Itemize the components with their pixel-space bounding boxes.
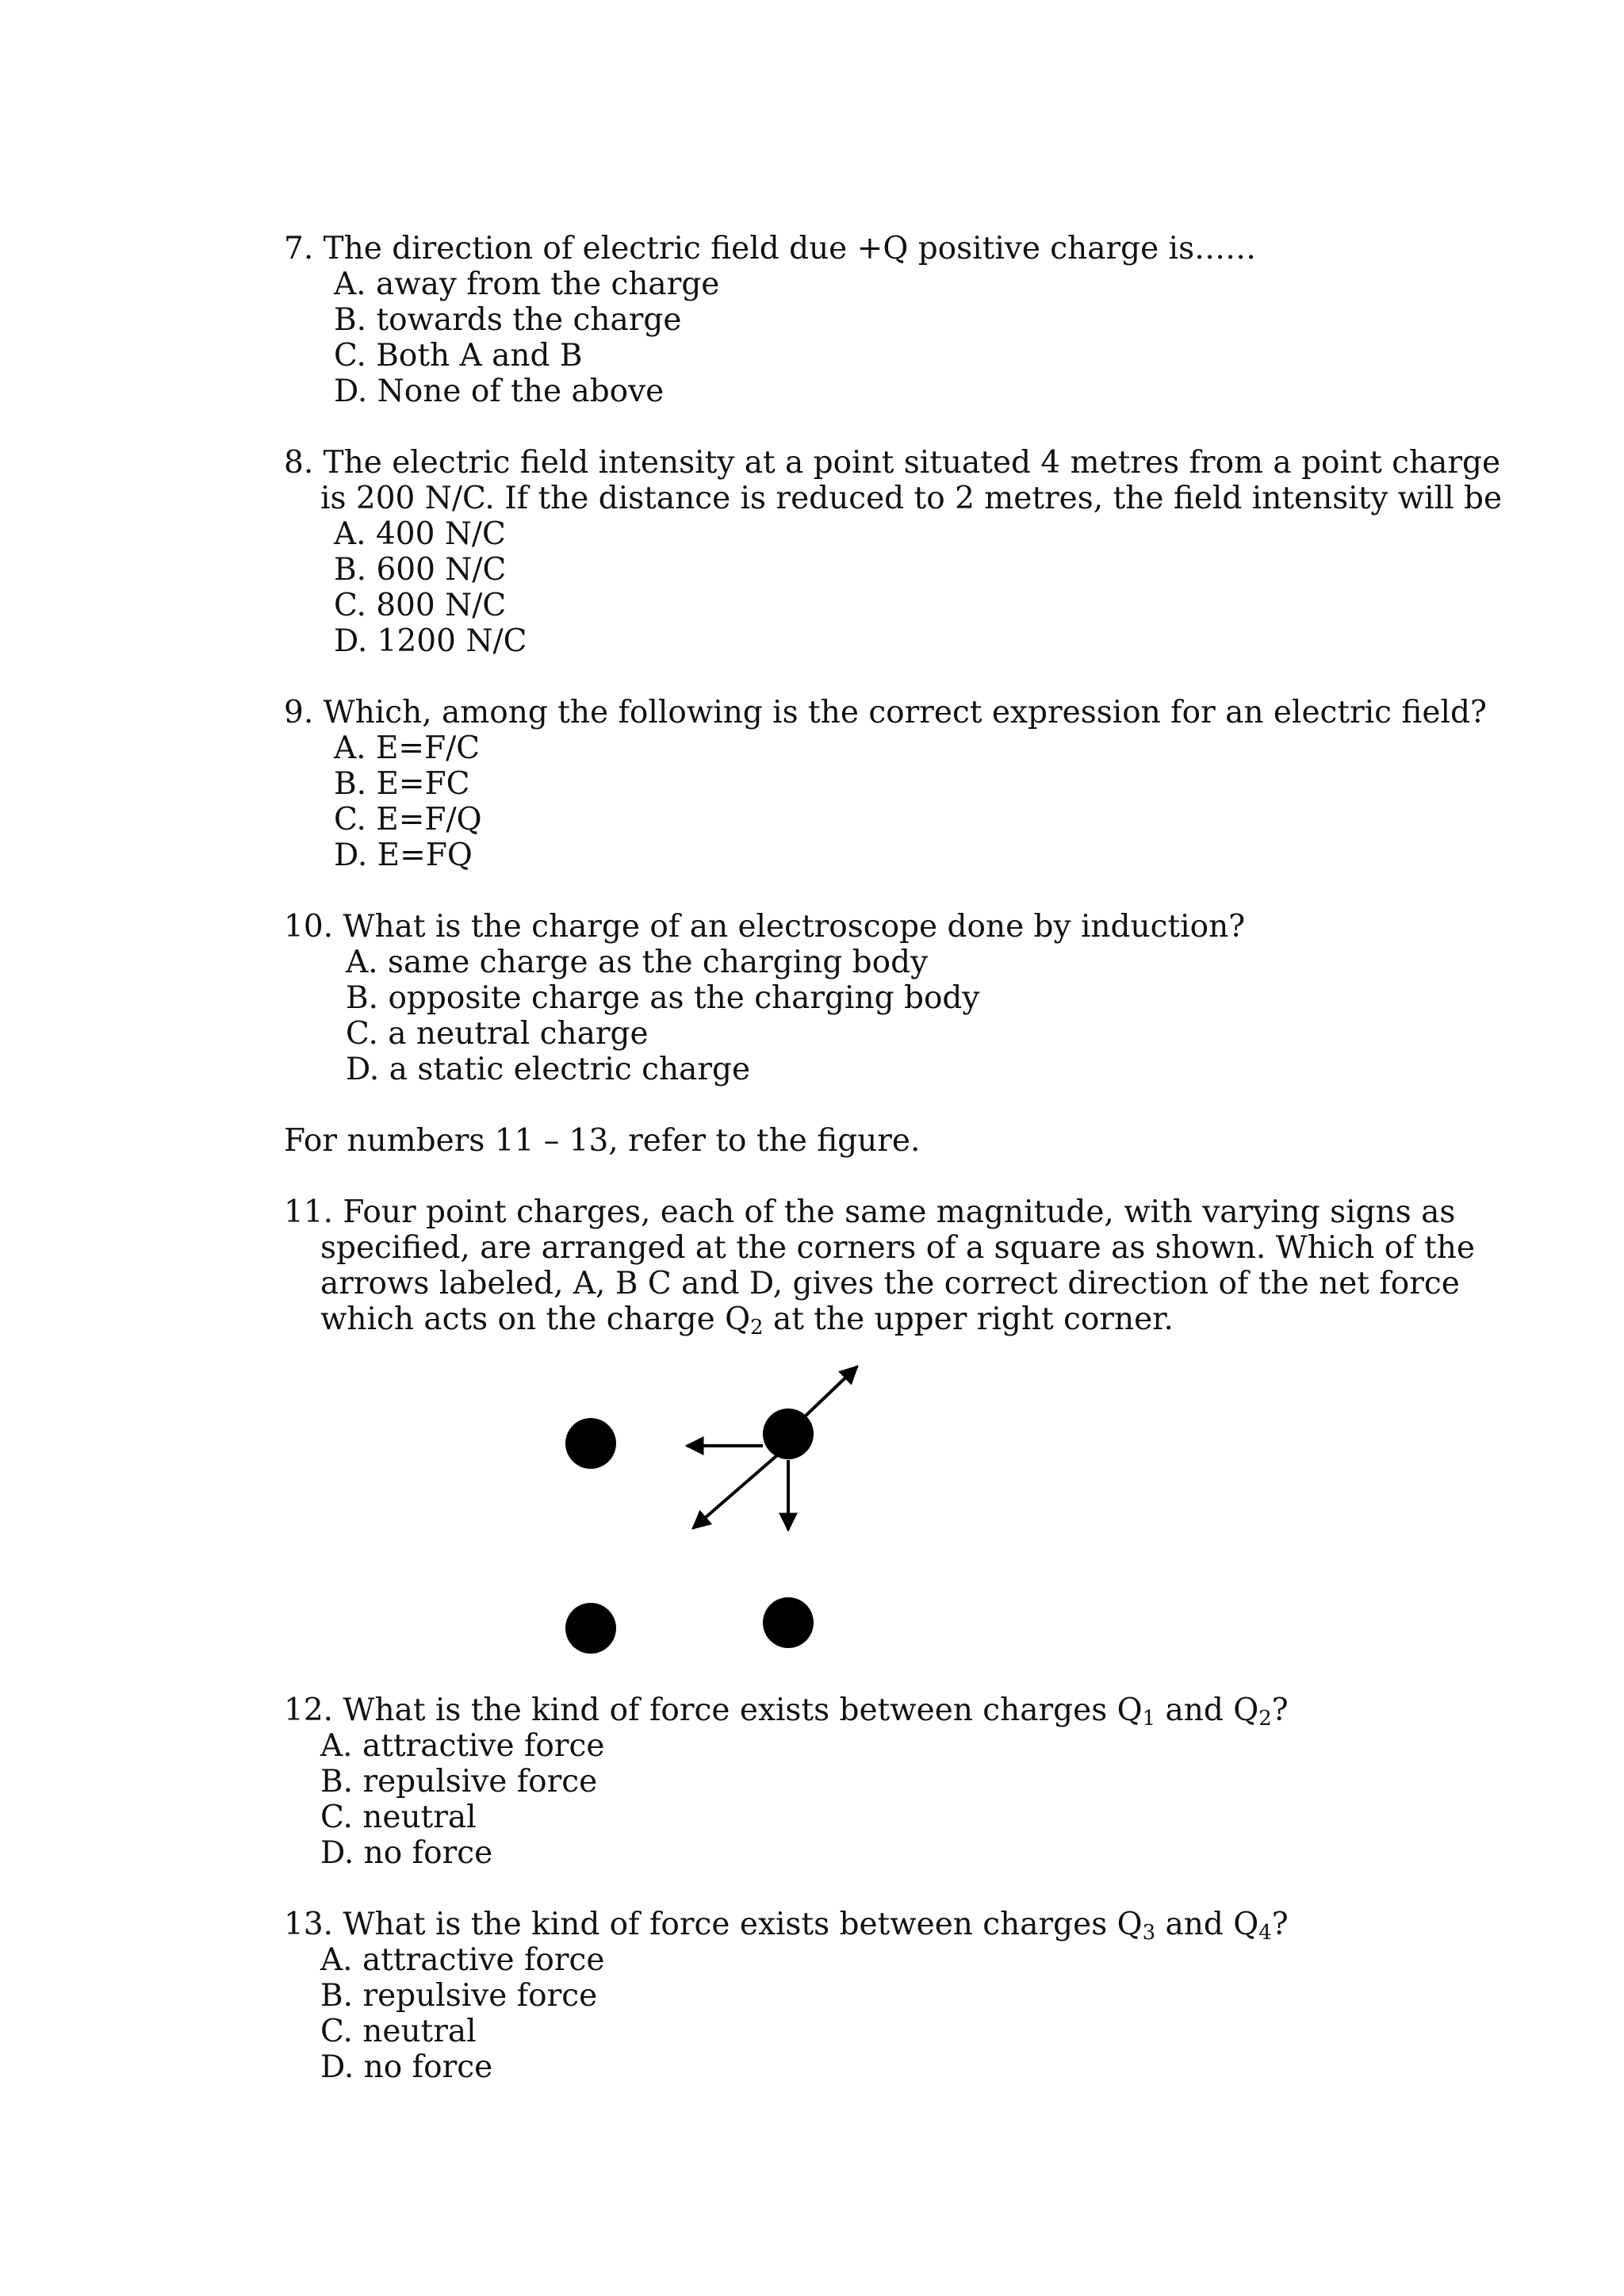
question-10-option-d: D. a static electric charge bbox=[346, 1052, 751, 1087]
question-12-option-c: C. neutral bbox=[320, 1800, 477, 1835]
question-10-stem: 10. What is the charge of an electroscope done by induction? bbox=[284, 909, 1246, 945]
question-12-option-d: D. no force bbox=[320, 1835, 493, 1871]
question-9-option-c: C. E=F/Q bbox=[334, 802, 482, 838]
charge-q4 bbox=[763, 1597, 814, 1648]
question-13-option-d: D. no force bbox=[320, 2049, 493, 2085]
question-8-option-b: B. 600 N/C bbox=[334, 552, 507, 588]
question-8-option-a: A. 400 N/C bbox=[334, 516, 506, 552]
question-11-stem-line3: arrows labeled, A, B C and D, gives the correct direction of the net force bbox=[320, 1266, 1460, 1301]
arrow-b bbox=[693, 1455, 777, 1528]
question-13-stem: 13. What is the kind of force exists between charges $Q_3$ and $Q_4$? bbox=[284, 1907, 1289, 1945]
question-13-option-b: B. repulsive force bbox=[320, 1978, 598, 2014]
question-8-stem-line2: is 200 N/C. If the distance is reduced to 2 metres, the field intensity will be bbox=[320, 481, 1503, 516]
question-9-option-d: D. E=FQ bbox=[334, 838, 473, 873]
question-12-option-a: A. attractive force bbox=[320, 1728, 605, 1764]
question-9-stem: 9. Which, among the following is the correct expression for an electric field? bbox=[284, 695, 1487, 730]
question-7-option-a: A. away from the charge bbox=[334, 266, 720, 302]
question-11-stem-line1: 11. Four point charges, each of the same magnitude, with varying signs as bbox=[284, 1194, 1456, 1230]
charge-q1 bbox=[565, 1418, 616, 1469]
charges-figure bbox=[539, 1360, 920, 1662]
question-9-option-b: B. E=FC bbox=[334, 766, 470, 802]
question-7-stem: 7. The direction of electric field due +Q positive charge is…… bbox=[284, 231, 1257, 266]
question-10-option-a: A. same charge as the charging body bbox=[346, 945, 929, 980]
question-12-option-b: B. repulsive force bbox=[320, 1764, 598, 1800]
question-7-option-d: D. None of the above bbox=[334, 374, 665, 409]
figure-instruction: For numbers 11 – 13, refer to the figure. bbox=[284, 1123, 921, 1159]
charge-q3 bbox=[565, 1603, 616, 1654]
question-11-stem-line4: which acts on the charge $Q_2$ at the upper right corner. bbox=[320, 1301, 1174, 1340]
question-9-option-a: A. E=F/C bbox=[334, 730, 481, 766]
arrow-d bbox=[805, 1366, 857, 1416]
question-7-option-c: C. Both A and B bbox=[334, 338, 583, 374]
question-12-stem: 12. What is the kind of force exists between charges $Q_1$ and $Q_2$? bbox=[284, 1692, 1289, 1731]
question-10-option-b: B. opposite charge as the charging body bbox=[346, 980, 980, 1016]
question-11-stem-line2: specified, are arranged at the corners of a square as shown. Which of the bbox=[320, 1230, 1475, 1266]
question-8-stem-line1: 8. The electric field intensity at a point situated 4 metres from a point charge bbox=[284, 445, 1501, 481]
question-7-option-b: B. towards the charge bbox=[334, 302, 682, 338]
question-8-option-d: D. 1200 N/C bbox=[334, 623, 527, 659]
question-10-option-c: C. a neutral charge bbox=[346, 1016, 649, 1052]
question-8-option-c: C. 800 N/C bbox=[334, 588, 507, 623]
question-13-option-c: C. neutral bbox=[320, 2014, 477, 2049]
question-13-option-a: A. attractive force bbox=[320, 1942, 605, 1978]
